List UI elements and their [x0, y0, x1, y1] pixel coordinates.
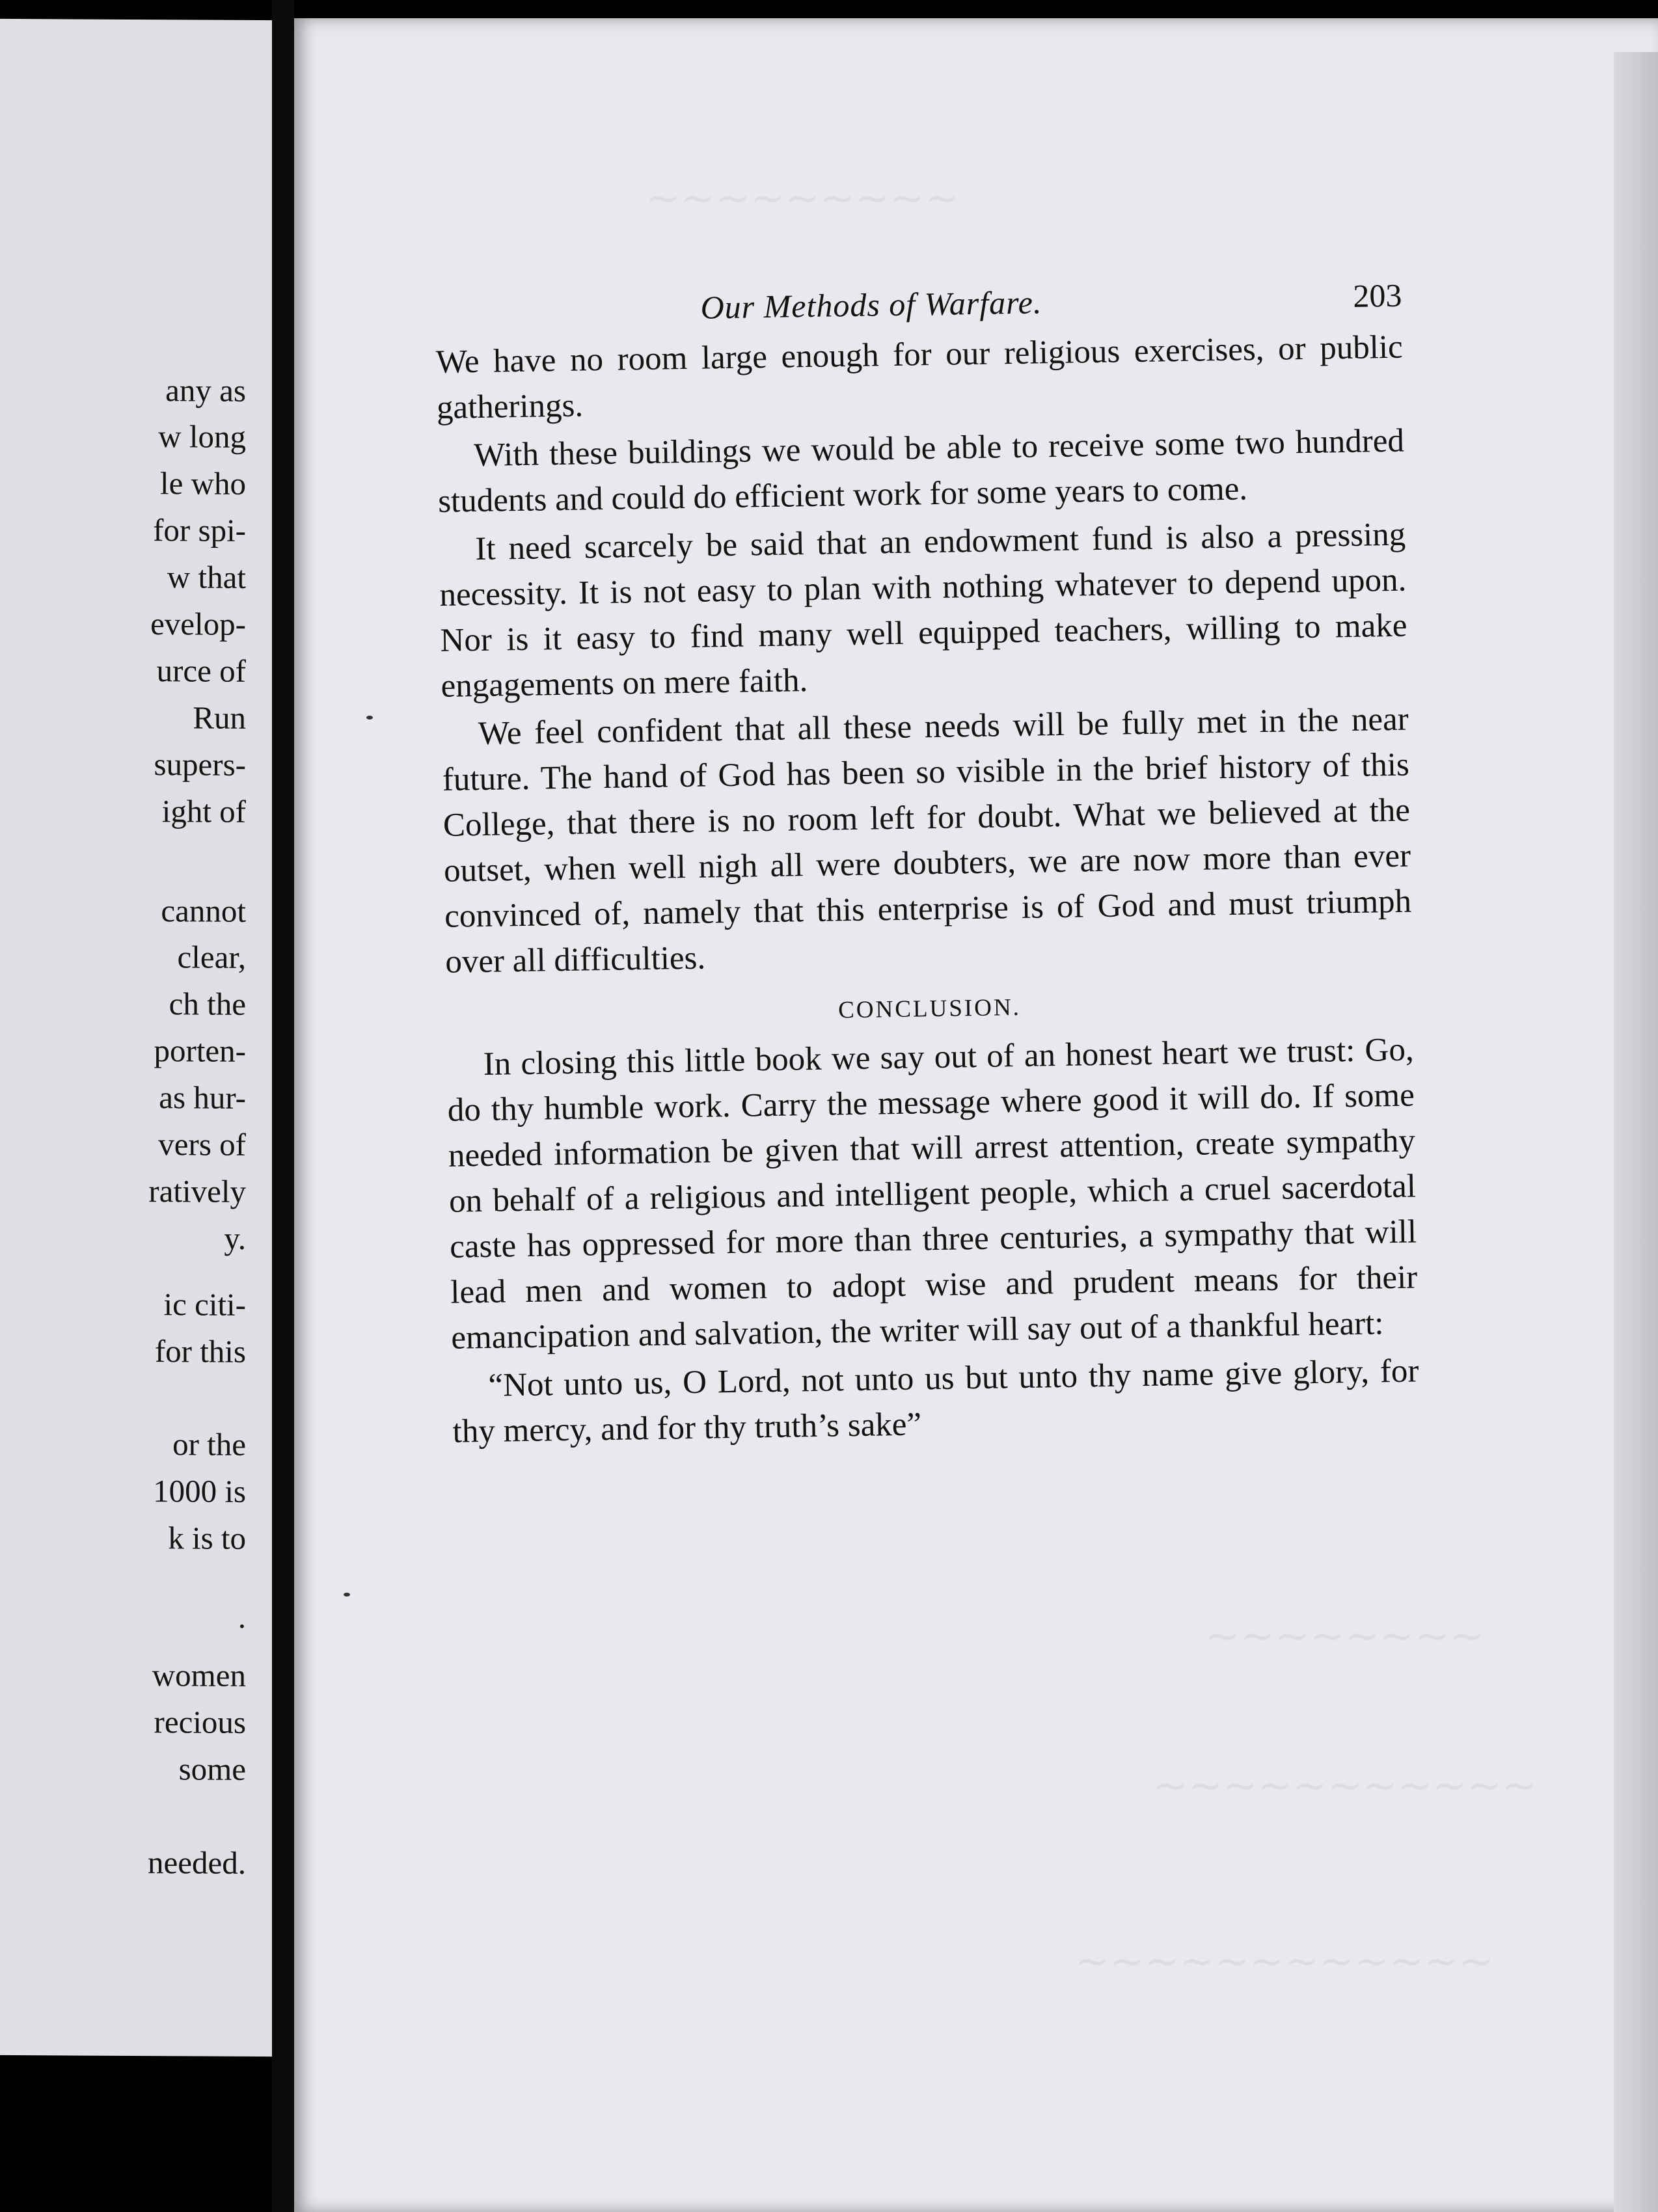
body-paragraph: It need scarcely be said that an endowment fund is also a pressing necessity. It is not easy to plan with nothing whatever to depend upon. Nor is it easy to find many well equipped teachers, willing to make engagements on mere faith. [439, 516, 1407, 705]
left-page-line: . [238, 1598, 246, 1635]
bleed-through-handwriting: ~~~~~~~~ [1205, 1612, 1484, 1660]
body-paragraph: With these buildings we would be able to receive some two hundred students and could do efficient work for some years to come. [437, 422, 1405, 520]
left-page-line: ch the [169, 986, 246, 1022]
conclusion-paragraph: In closing this little book we say out of an honest heart we trust: Go, do thy humble work. Carry the message where good it will do. If some needed information be given that will arrest attention, create sympathy on behalf of a religious and intelligent people, which a cruel sacerdotal caste has oppressed for more than three centuries, a sympathy that will lead men and women to adopt wise and prudent means for their emancipation and salvation, the writer will say out of a thankful heart: [447, 1031, 1418, 1356]
left-page-line: for this [154, 1333, 246, 1369]
left-page-line: cannot [161, 893, 246, 929]
left-page-line: ic citi- [163, 1286, 246, 1323]
left-page-line: supers- [154, 746, 246, 783]
left-page-line: any as [165, 372, 246, 409]
page-edge [1614, 52, 1658, 2212]
section-heading: CONCLUSION. [837, 993, 1022, 1024]
left-page-line: porten- [154, 1032, 246, 1069]
bleed-through-handwriting: ~~~~~~~~~~~ [1153, 1762, 1537, 1810]
book-gutter [272, 0, 294, 2212]
left-page-line: as hur- [159, 1079, 246, 1116]
left-page-line: w that [167, 559, 246, 595]
left-page-line: evelop- [150, 606, 246, 642]
scan-speck [366, 716, 373, 720]
page-number: 203 [1352, 276, 1402, 314]
left-page-line: urce of [156, 653, 246, 689]
left-page-line: 1000 is [153, 1473, 246, 1509]
left-page-line: for spi- [153, 512, 246, 548]
left-page-line: le who [160, 465, 246, 502]
left-page-line: Run [193, 699, 246, 736]
left-page-line: women [152, 1657, 246, 1693]
left-page-line: recious [154, 1704, 246, 1740]
left-page-line: ight of [161, 793, 246, 830]
left-page-line: needed. [148, 1844, 246, 1881]
running-header-title: Our Methods of Warfare. [700, 284, 1042, 326]
body-paragraph: We feel confident that all these needs will be fully met in the near future. The hand of God has been so visible in the brief history of this College, that there is no room left for doubt. What we believed at the outset, when well nigh all were doubters, we are now more than ever convinced of, namely that this enterprise is of God and must triumph over all difficulties. [442, 701, 1412, 980]
bleed-through-handwriting: ~~~~~~~~~ [646, 174, 960, 223]
closing-quote: “Not unto us, O Lord, not unto us but unto thy name give glory, for thy mercy, and for thy truth’s sake” [452, 1353, 1419, 1450]
left-page-line: or the [172, 1426, 246, 1463]
scan-speck [344, 1593, 350, 1597]
left-page-line: ratively [148, 1173, 246, 1209]
facing-page-left [0, 19, 272, 2057]
bleed-through-handwriting: ~~~~~~~~~~~~ [1075, 1937, 1494, 1986]
body-paragraph: We have no room large enough for our religious exercises, or public gatherings. [435, 329, 1404, 426]
left-page-line: vers of [158, 1126, 246, 1163]
left-page-line: w long [158, 418, 246, 455]
left-page-line: some [178, 1751, 246, 1787]
left-page-line: y. [224, 1220, 246, 1256]
left-page-line: k is to [168, 1520, 246, 1556]
page-text-block [435, 271, 1420, 1455]
left-page-line: clear, [177, 939, 246, 975]
